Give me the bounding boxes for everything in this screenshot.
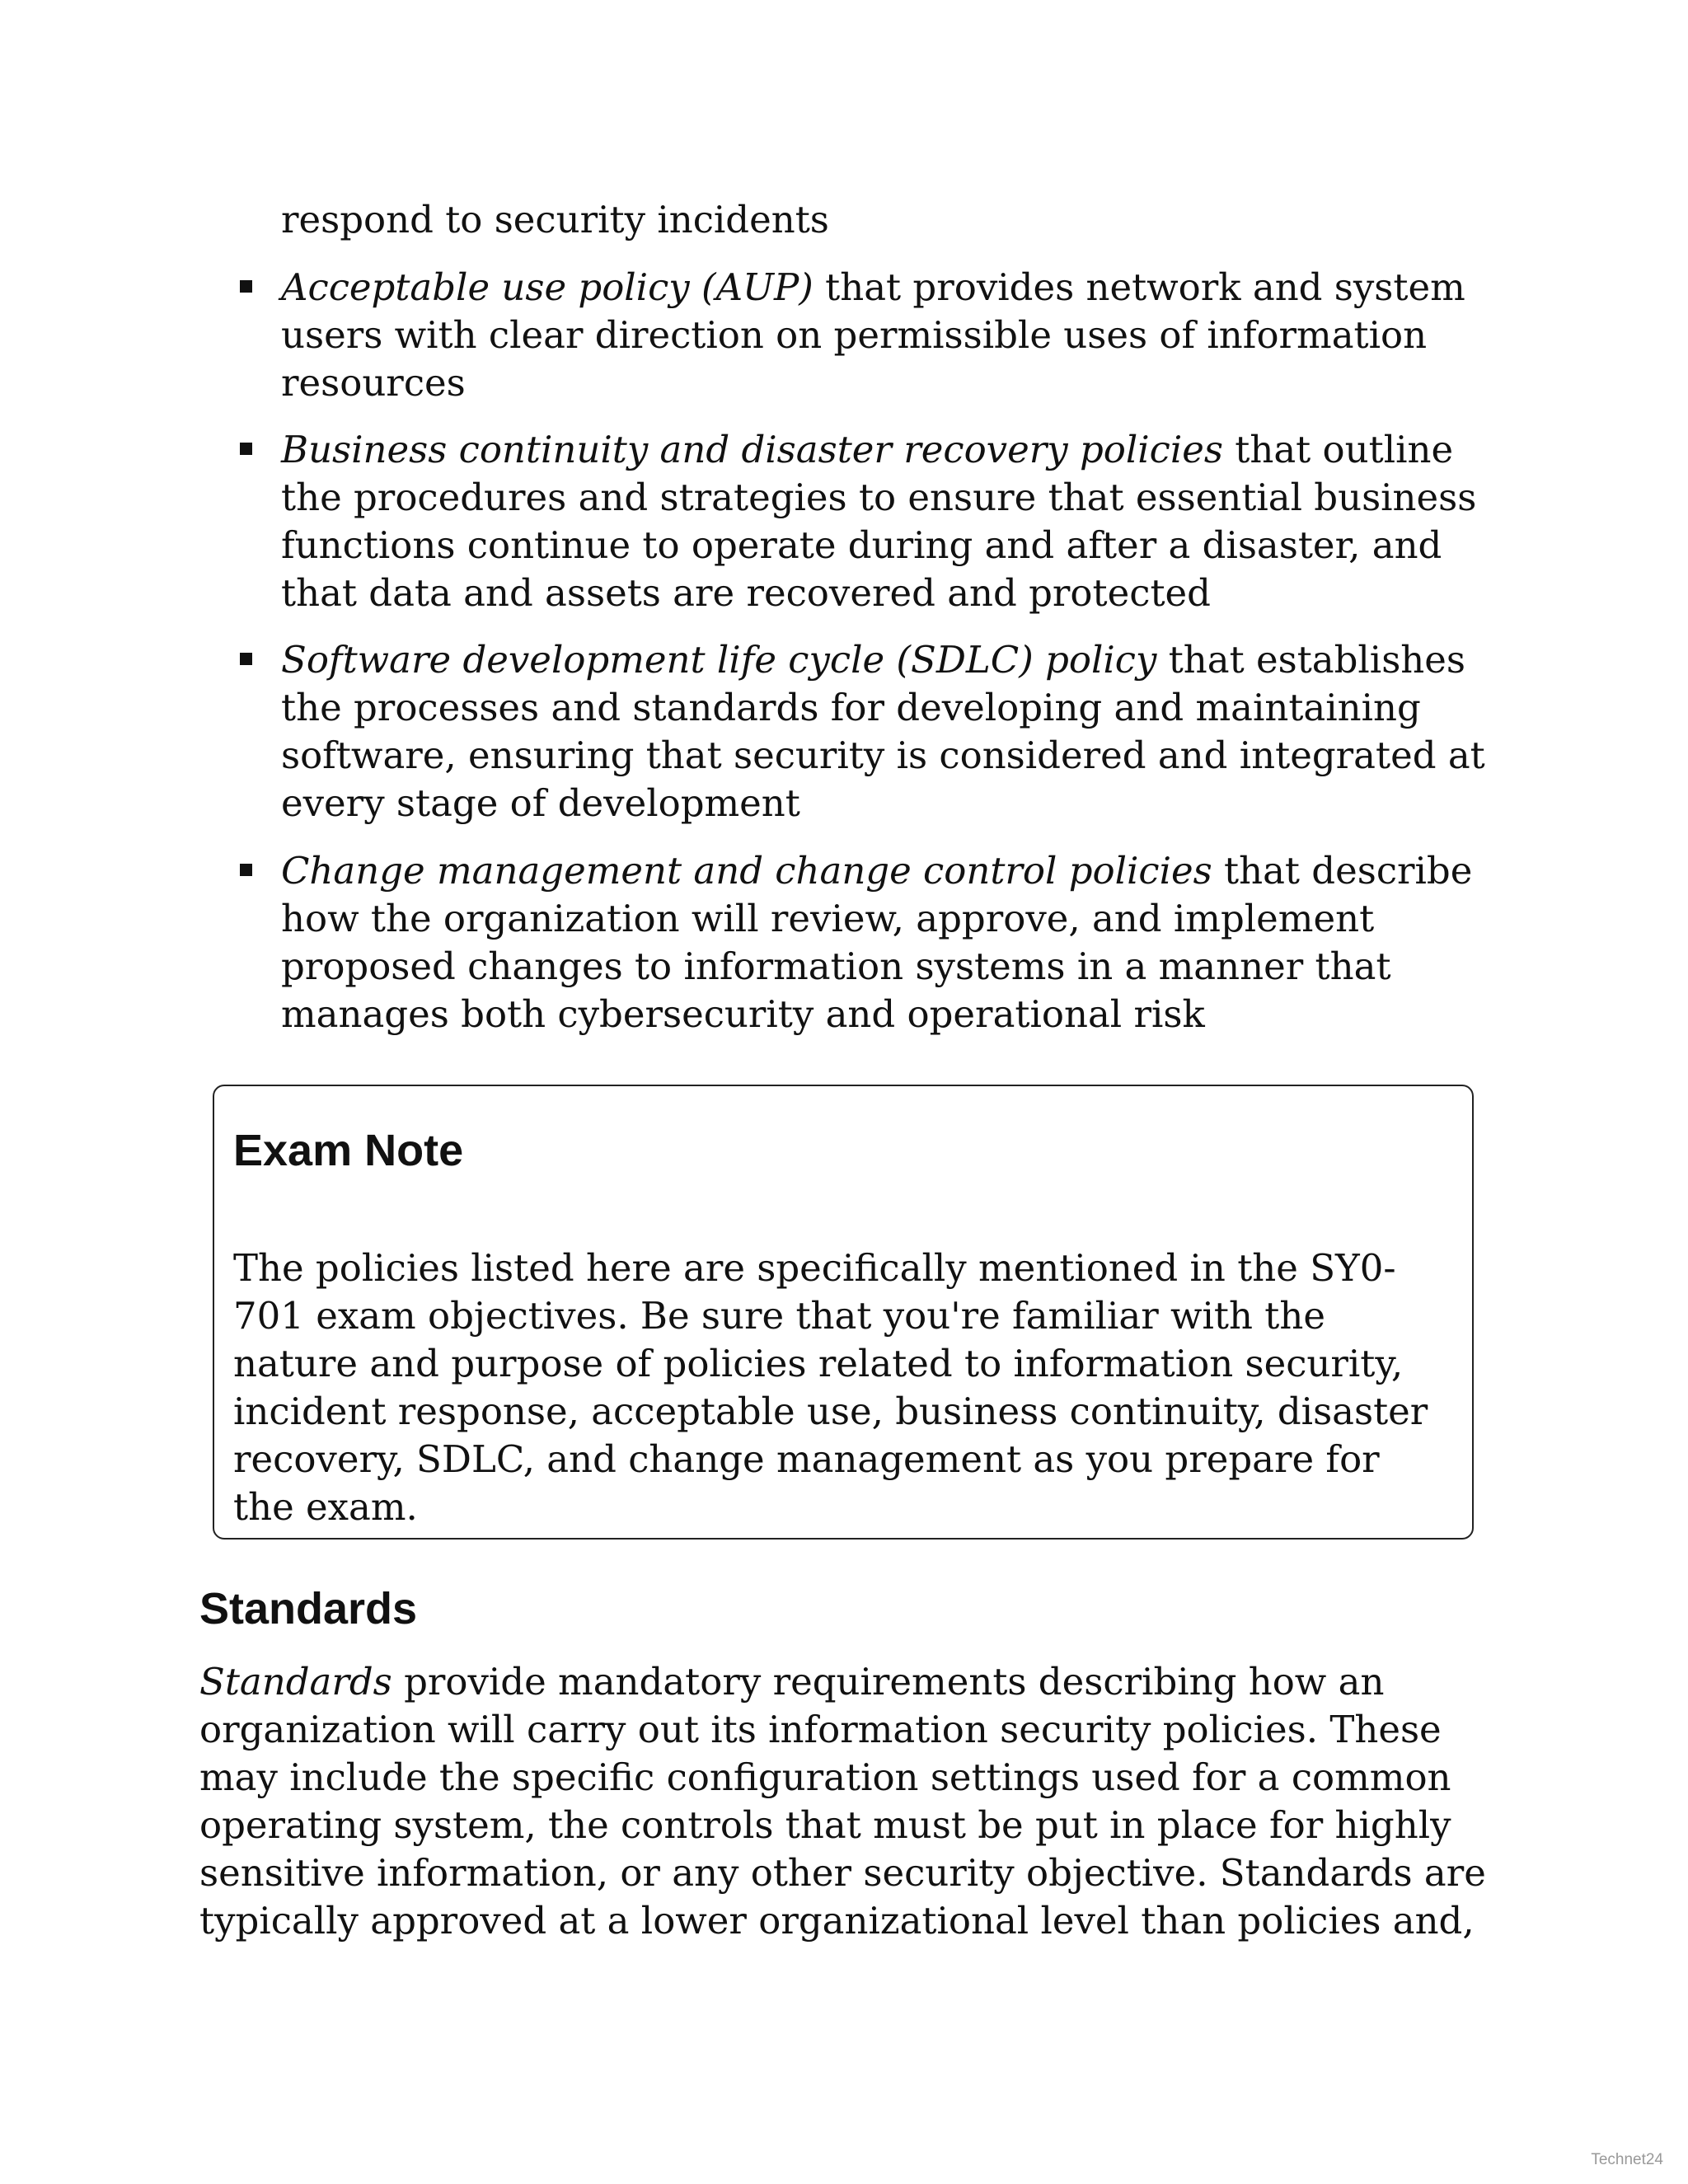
continuation-text: respond to security incidents <box>281 198 829 241</box>
bullet-item-aup <box>281 264 1501 407</box>
section-heading-standards: Standards <box>199 1584 418 1633</box>
bullet-paragraph <box>281 636 1501 827</box>
bullet-item-change-management <box>281 847 1501 1038</box>
bullet-item-bcdr <box>281 426 1501 617</box>
standards-description: provide mandatory requirements describing how an organization will carry out its information security policies. These may include the specific configuration settings used for a common operating system, the controls that must be put in place for highly sensitive information, or any other security objective. Standards are typically approved at a lower organizational level than policies and, <box>199 1660 1486 1943</box>
bullet-description: that provides network and system users with clear direction on permissible uses of information resources <box>281 265 1465 405</box>
square-bullet-icon <box>240 280 252 293</box>
bullet-term: Software development life cycle (SDLC) policy <box>281 638 1157 682</box>
bullet-paragraph <box>281 847 1501 1038</box>
bullet-term: Acceptable use policy (AUP) <box>281 265 814 309</box>
exam-note-body: The policies listed here are specifically mentioned in the SY0-701 exam objectives. Be sure that you're familiar with the nature and purpose of policies related to information security, incident response, acceptable use, business continuity, disaster recovery, SDLC, and change management as you prepare for the exam. <box>233 1246 1428 1529</box>
square-bullet-icon <box>240 443 252 455</box>
square-bullet-icon <box>240 864 252 876</box>
bullet-description: that establishes the processes and standards for developing and maintaining software, ensuring that security is considered and integrated at every stage of development <box>281 638 1485 825</box>
bullet-paragraph <box>281 264 1501 407</box>
bullet-term: Change management and change control policies <box>281 849 1212 893</box>
bullet-description: that describe how the organization will review, approve, and implement proposed changes to information systems in a manner that manages both cybersecurity and operational risk <box>281 849 1473 1036</box>
bullet-description: that outline the procedures and strategies to ensure that essential business functions continue to operate during and after a disaster, and that data and assets are recovered and protected <box>281 428 1477 615</box>
exam-note-title: Exam Note <box>233 1126 464 1175</box>
square-bullet-icon <box>240 653 252 665</box>
bullet-item-sdlc <box>281 636 1501 827</box>
bullet-term: Business continuity and disaster recovery policies <box>281 428 1223 471</box>
watermark: Technet24 <box>1591 2151 1663 2168</box>
bullet-paragraph <box>281 426 1501 617</box>
standards-paragraph <box>199 1658 1502 1945</box>
standards-term: Standards <box>199 1660 392 1704</box>
exam-note-box <box>213 1085 1474 1540</box>
